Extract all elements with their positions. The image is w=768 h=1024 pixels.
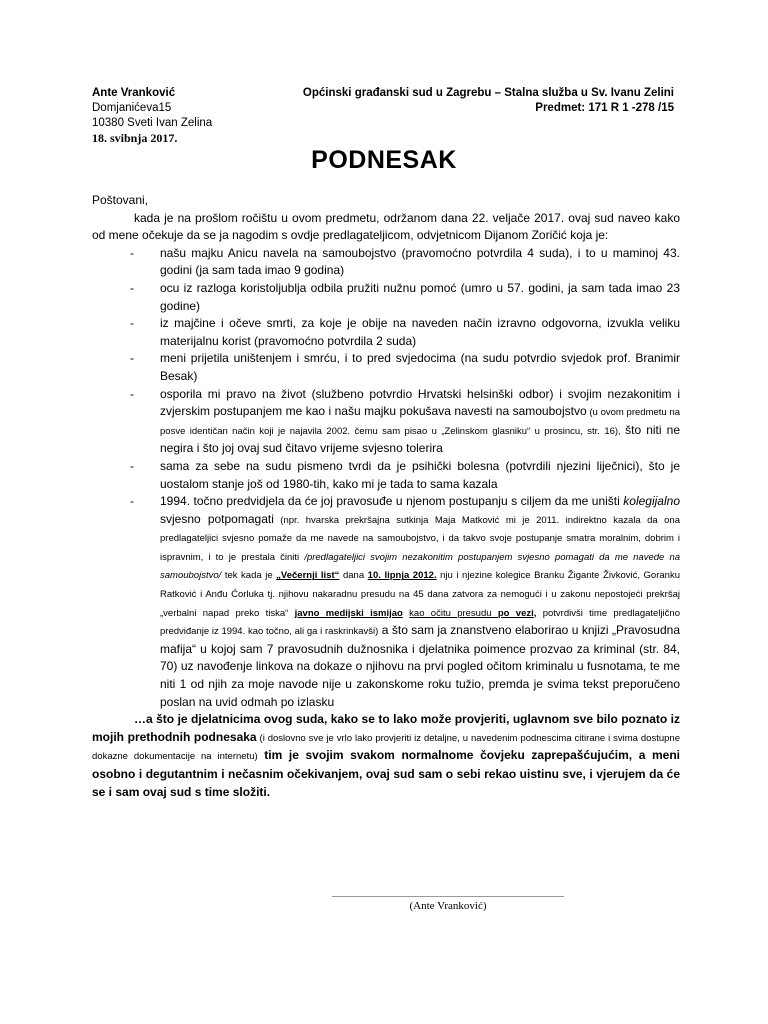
punctuation: ,: [533, 607, 537, 619]
list-dash: -: [130, 245, 134, 260]
case-number: Predmet: 171 R 1 -278 /15: [535, 102, 674, 114]
emphasis-text: kao očitu presudu: [409, 607, 498, 619]
newspaper-name: „Večernji list“: [276, 570, 340, 582]
list-item-text: ocu iz razloga koristoljublja odbila pružiti nužnu pomoć (umro u 57. godini, ja sam tada imao 23 godine): [160, 280, 680, 313]
list-item-text: sama za sebe na sudu pismeno tvrdi da je psihički bolesna (potvrdili njezini liječnici), što je uostalom stanje još od 1980-tih, kako mi je tada to sama kazala: [160, 458, 680, 491]
greeting: Poštovani,: [92, 193, 149, 207]
newspaper-date: 10. lipnja 2012.: [367, 570, 437, 582]
list-dash: -: [130, 280, 134, 295]
list-item: [92, 350, 680, 385]
list-dash: -: [130, 458, 134, 473]
closing-text: …a što je djelatnicima ovog suda, kako se to lako može provjeriti, uglavnom sve bilo poznato iz mojih prethodnih podnesaka: [92, 712, 680, 744]
list-dash: -: [130, 494, 134, 509]
list-item-note: nju i njezine kolegice Branku Žigante Živković, Goranku Ratković i Anđu Ćorluka tj. njihovu nakaradnu presudu na 45 dana zatvora za nemogući i u zakonu nepostojeći prekršaj „verbalni napad preko tiska“: [160, 570, 680, 619]
closing-text: tim je svojim svakom normalnome čovjeku zaprepašćujućim, a meni osobno i degutantnim i nečasnim očekivanjem, ovaj sud sam o sebi rekao uistinu sve, i vjerujem da će se i sam ovaj sud s time složiti.: [92, 748, 681, 799]
document-body: [92, 192, 680, 801]
list-item: [92, 493, 680, 711]
list-item-text: meni prijetila uništenjem i smrću, i to pred svjedocima (na sudu potvrdio svjedok prof. Branimir Besak): [160, 351, 680, 383]
allegation-list: [92, 245, 680, 711]
list-item-note: potvrdivši time predlagateljično predviđanje iz 1994. kao točno, ali ga i raskrinkavši): [160, 607, 680, 638]
emphasis-text: po vezi: [497, 607, 534, 619]
list-item: [92, 458, 680, 493]
list-item-text: a što sam ja znanstveno elaborirao u knjizi „Pravosudna mafija“ u kojoj sam 7 pravosudnih dužnosnika i djelatnika poimence prozvao za kriminal (str. 84, 70) uz navođenje linkova na dokaze o njihovu na prvi pogled očitom kriminalu u fusnotama, te me niti 1 od njih za moje navode nije u zakonskome roku tužio, premda je svima tekst preporučeno poslan na uvid odmah po izlasku: [160, 623, 681, 709]
sender-city: 10380 Sveti Ivan Zelina: [92, 117, 213, 129]
list-dash: -: [130, 386, 134, 401]
list-item-note: (npr. hvarska prekršajna sutkinja Maja Matković mi je 2011. indirektno kazala da ona predlagateljici svjesno pomaže da me navede na samoubojstvo, i da takvo svoje postupanje smatra moralnim, dobrim i ispravnim, i to je prestala činiti: [160, 514, 680, 563]
list-item-text: što niti ne negira i što joj ovaj sud čitavo vrijeme svjesno tolerira: [160, 422, 681, 456]
emphasis-text: kolegijalno: [623, 494, 680, 509]
document-title: PODNESAK: [311, 146, 457, 174]
list-item-text: iz majčine i očeve smrti, za koje je obije na naveden način izravno odgovorna, izvukla veliku materijalnu korist (pravomoćno potvrdila 2 suda): [160, 316, 680, 348]
document-date: 18. svibnja 2017.: [92, 131, 178, 145]
list-item-text: našu majku Anicu navela na samoubojstvo (pravomoćno potvrdila 4 suda), i to u maminoj 43. godini (ja sam tada imao 9 godina): [160, 245, 680, 278]
signature-name: (Ante Vranković): [409, 900, 487, 912]
sender-block: [92, 86, 212, 146]
list-item-text: svjesno potpomagati: [160, 511, 274, 526]
list-item-text: osporila mi pravo na život (službeno potvrdio Hrvatski helsinški odbor) i svojim nezakonitim i zvjerskim postupanjem me kao i našu majku pokušava navesti na samoubojstvo: [160, 386, 680, 419]
emphasis-text: javno medijski ismijao: [294, 607, 403, 619]
list-item-note: tek kada je: [221, 570, 277, 582]
emphasis-text: /predlagateljici svojim nezakonitim postupanjem svjesno pomagati da me navede na samoubojstvo/: [160, 551, 681, 582]
list-item-text: 1994. točno predvidjela da će joj pravosuđe u njenom postupanju s ciljem da me uništi: [160, 494, 624, 509]
sender-name: Ante Vranković: [92, 87, 176, 99]
list-dash: -: [130, 351, 134, 366]
list-item: [92, 315, 680, 350]
signature-block: [332, 896, 564, 912]
list-item: [92, 280, 680, 315]
court-block: [303, 86, 674, 116]
list-item: [92, 386, 680, 458]
list-item-note: (u ovom predmetu na posve identičan način koji je najavila 2002. čemu sam pisao u „Zelinskom glasniku“ u prosincu, str. 16),: [160, 407, 681, 437]
sender-street: Domjanićeva15: [92, 102, 172, 114]
court-name: Općinski građanski sud u Zagrebu – Stalna služba u Sv. Ivanu Zelini: [302, 87, 674, 99]
signature-line: [332, 896, 564, 897]
list-item: [92, 245, 680, 280]
closing-note: (i doslovno sve je vrlo lako provjeriti iz detaljne, u navedenim podnescima citirane i svima dostupne dokazne dokumentacije na internetu): [92, 732, 680, 763]
intro-paragraph: kada je na prošlom ročištu u ovom predmetu, održanom dana 22. veljače 2017. ovaj sud naveo kako od mene očekuje da se ja nagodim s ovdje predlagateljicom, odvjetnicom Dijanom Zoričić koja je:: [92, 210, 680, 243]
list-item-note: dana: [339, 570, 368, 582]
closing-paragraph: [92, 711, 680, 801]
list-dash: -: [130, 316, 134, 331]
